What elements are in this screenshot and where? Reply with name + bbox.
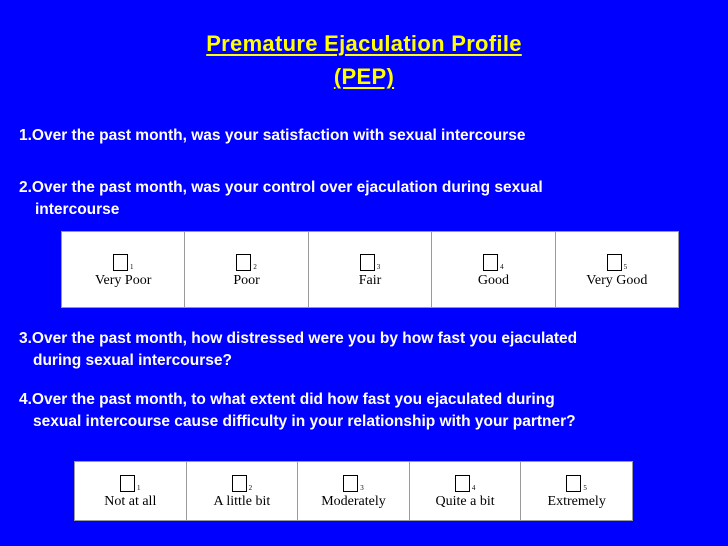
rating-scale-poor-good — [61, 231, 679, 308]
option-label: Very Good — [586, 272, 648, 288]
question-3-line1: 3.Over the past month, how distressed were you by how fast you ejaculated — [19, 330, 578, 347]
question-2 — [19, 177, 719, 221]
checkbox-icon[interactable] — [607, 254, 622, 271]
option-label: Good — [477, 272, 509, 288]
rating-scale-extent — [74, 461, 633, 521]
question-4-line2: sexual intercourse cause difficulty in your relationship with your partner? — [33, 413, 576, 430]
slide-subtitle: (PEP) — [333, 64, 395, 89]
option-label: Poor — [233, 272, 260, 288]
scale-option[interactable]: 3 Moderately — [298, 462, 410, 520]
checkbox-icon[interactable] — [343, 475, 358, 492]
scale-option[interactable]: 2 Poor — [185, 232, 308, 307]
option-label: Moderately — [321, 494, 386, 509]
question-1: 1.Over the past month, was your satisfaction with sexual intercourse — [19, 127, 526, 144]
scale-option[interactable]: 1 Not at all — [75, 462, 187, 520]
option-label: A little bit — [213, 494, 271, 509]
question-3 — [19, 328, 719, 372]
question-2-line2: intercourse — [35, 201, 120, 218]
question-3-line2: during sexual intercourse? — [33, 352, 232, 369]
checkbox-icon[interactable] — [236, 254, 251, 271]
scale-option[interactable]: 5 Very Good — [556, 232, 678, 307]
question-2-line1: 2.Over the past month, was your control over ejaculation during sexual — [19, 179, 543, 196]
question-4 — [19, 389, 719, 433]
scale-option[interactable]: 4 Good — [432, 232, 555, 307]
checkbox-icon[interactable] — [360, 254, 375, 271]
scale-option[interactable]: 4 Quite a bit — [410, 462, 522, 520]
checkbox-icon[interactable] — [483, 254, 498, 271]
option-label: Not at all — [104, 494, 157, 509]
checkbox-icon[interactable] — [455, 475, 470, 492]
checkbox-icon[interactable] — [113, 254, 128, 271]
option-label: Very Poor — [95, 272, 152, 288]
checkbox-icon[interactable] — [232, 475, 247, 492]
question-4-line1: 4.Over the past month, to what extent did how fast you ejaculated during — [19, 391, 555, 408]
scale-option[interactable]: 2 A little bit — [187, 462, 299, 520]
option-label: Quite a bit — [435, 494, 495, 509]
slide-title: Premature Ejaculation Profile — [206, 31, 522, 56]
scale-option[interactable]: 3 Fair — [309, 232, 432, 307]
checkbox-icon[interactable] — [120, 475, 135, 492]
option-label: Fair — [358, 272, 382, 288]
option-label: Extremely — [547, 494, 606, 509]
checkbox-icon[interactable] — [566, 475, 581, 492]
scale-option[interactable]: 1 Very Poor — [62, 232, 185, 307]
scale-option[interactable]: 5 Extremely — [521, 462, 632, 520]
